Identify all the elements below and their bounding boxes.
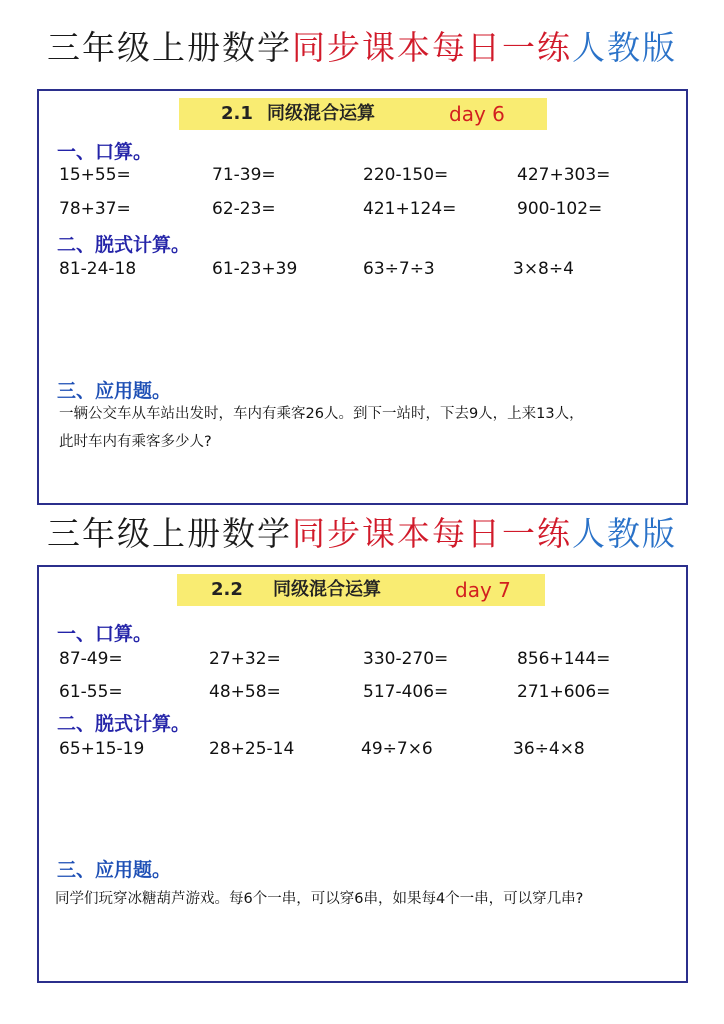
day-label: day 7 [455, 578, 511, 602]
calc-item: 61-23+39 [212, 259, 298, 279]
sheet-1-card [37, 89, 688, 505]
word-problem-line: 一辆公交车从车站出发时，车内有乘客26人。到下一站时，下去9人，上来13人， [59, 406, 584, 422]
title-edition: 人教版 [572, 28, 677, 67]
section-oral-heading: 一、口算。 [57, 623, 153, 645]
lesson-topic: 同级混合运算 [267, 103, 375, 124]
oral-item: 856+144= [517, 649, 611, 669]
section-word-heading: 三、应用题。 [57, 380, 172, 402]
day-label: day 6 [449, 102, 505, 126]
oral-item: 15+55= [59, 165, 131, 185]
title-grade: 三年级上册数学 [47, 28, 292, 67]
calc-item: 3×8÷4 [513, 259, 574, 279]
sheet-1-banner [179, 98, 547, 130]
oral-item: 62-23= [212, 199, 276, 219]
sheet-1-title [0, 28, 724, 68]
section-oral-heading: 一、口算。 [57, 141, 153, 163]
oral-item: 78+37= [59, 199, 131, 219]
oral-item: 517-406= [363, 682, 449, 702]
oral-item: 61-55= [59, 682, 123, 702]
calc-item: 36÷4×8 [513, 739, 585, 759]
section-calc-heading: 二、脱式计算。 [57, 713, 191, 735]
oral-item: 271+606= [517, 682, 611, 702]
section-word-heading: 三、应用题。 [57, 859, 172, 881]
oral-item: 87-49= [59, 649, 123, 669]
title-edition: 人教版 [572, 514, 677, 553]
calc-item: 28+25-14 [209, 739, 295, 759]
section-calc-heading: 二、脱式计算。 [57, 234, 191, 256]
lesson-number: 2.2 [211, 579, 243, 600]
calc-item: 63÷7÷3 [363, 259, 435, 279]
oral-item: 900-102= [517, 199, 603, 219]
lesson-topic: 同级混合运算 [273, 579, 381, 600]
title-grade: 三年级上册数学 [47, 514, 292, 553]
sheet-2-banner [177, 574, 545, 606]
oral-item: 27+32= [209, 649, 281, 669]
title-daily-practice: 同步课本每日一练 [292, 28, 572, 67]
title-daily-practice: 同步课本每日一练 [292, 514, 572, 553]
lesson-number: 2.1 [221, 103, 253, 124]
calc-item: 81-24-18 [59, 259, 137, 279]
oral-item: 421+124= [363, 199, 457, 219]
calc-item: 49÷7×6 [361, 739, 433, 759]
oral-item: 71-39= [212, 165, 276, 185]
oral-item: 330-270= [363, 649, 449, 669]
word-problem-line: 同学们玩穿冰糖葫芦游戏。每6个一串，可以穿6串，如果每4个一串，可以穿几串? [55, 891, 584, 907]
sheet-2-card [37, 565, 688, 983]
oral-item: 220-150= [363, 165, 449, 185]
calc-item: 65+15-19 [59, 739, 145, 759]
oral-item: 48+58= [209, 682, 281, 702]
word-problem-line: 此时车内有乘客多少人? [59, 434, 212, 450]
sheet-2-title [0, 514, 724, 554]
oral-item: 427+303= [517, 165, 611, 185]
